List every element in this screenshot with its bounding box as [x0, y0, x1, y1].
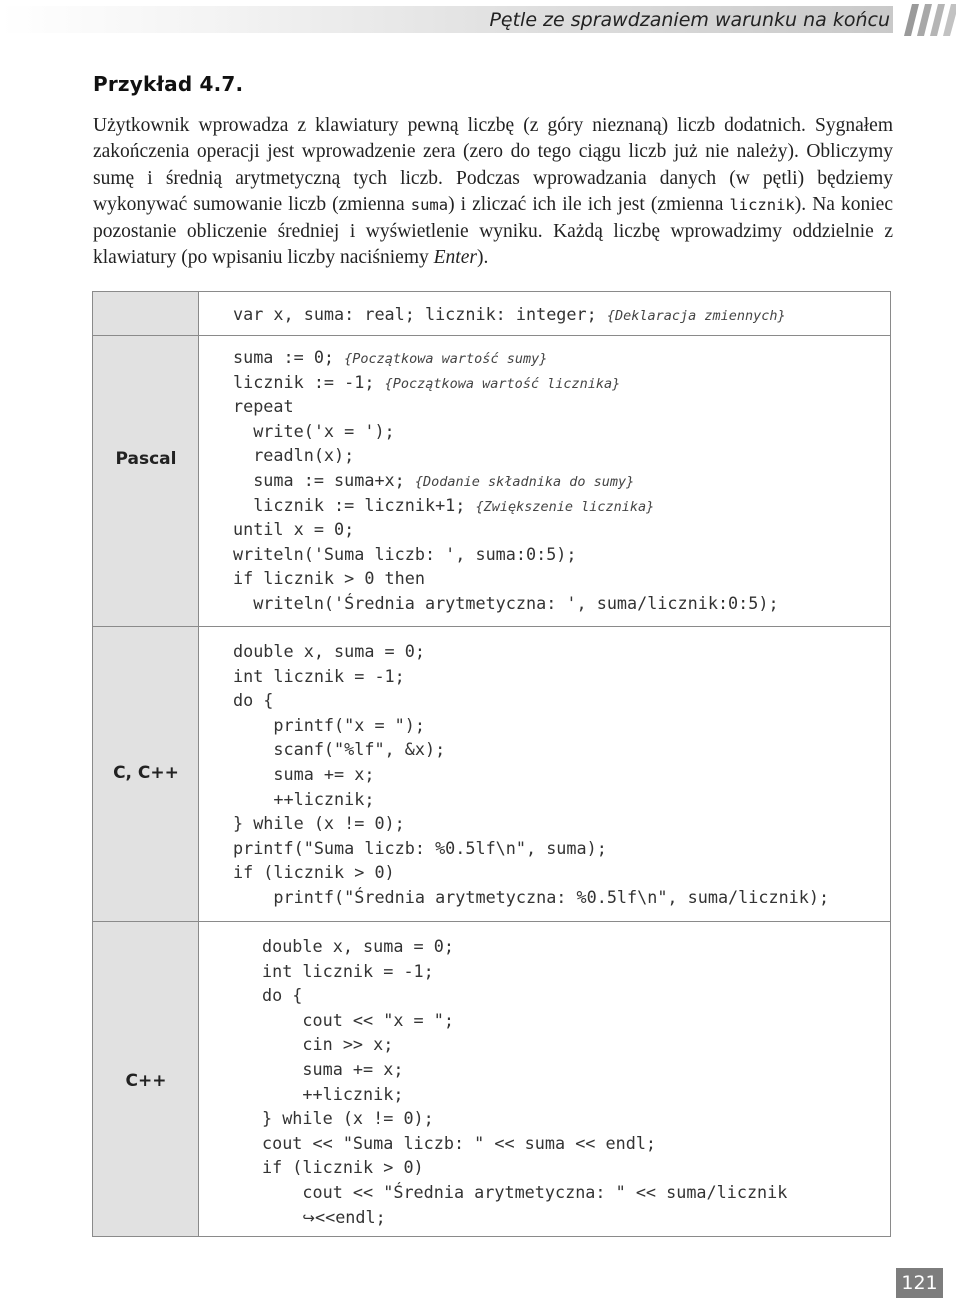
code-text: repeat — [233, 396, 294, 417]
code-line — [233, 664, 829, 689]
code-line — [233, 517, 779, 542]
header-stripes-decoration — [904, 4, 956, 36]
code-line — [233, 493, 779, 518]
code-line — [233, 860, 829, 885]
section-title: Pętle ze sprawdzaniem warunku na końcu — [489, 9, 890, 31]
code-text: if licznik > 0 then — [233, 568, 425, 589]
code-line — [262, 959, 787, 984]
code-block-cpp — [262, 934, 787, 1229]
code-text: readln(x); — [233, 445, 355, 466]
language-label-pascal: Pascal — [115, 449, 177, 469]
code-text: writeln('Średnia arytmetyczna: ', suma/licznik:0:5); — [233, 592, 779, 613]
code-line — [233, 394, 779, 419]
code-block-c-cpp — [233, 639, 829, 910]
code-text: if (licznik > 0) — [262, 1157, 424, 1178]
code-text: } while (x != 0); — [262, 1108, 434, 1129]
intro-text: ) i zliczać ich ile ich jest (zmienna — [448, 194, 730, 216]
row-separator — [93, 626, 890, 627]
code-text: suma += x; — [233, 763, 375, 784]
code-text: cout << "Średnia arytmetyczna: " << suma/licznik — [262, 1181, 788, 1202]
code-line — [262, 1106, 787, 1131]
code-line — [233, 836, 829, 861]
code-text: printf("Średnia arytmetyczna: %0.5lf\n", suma/licznik); — [233, 886, 830, 907]
code-text: } while (x != 0); — [233, 813, 405, 834]
row-separator — [93, 921, 890, 922]
code-text: licznik := licznik+1; — [233, 494, 476, 515]
code-text: if (licznik > 0) — [233, 862, 395, 883]
emphasis-text: Enter — [433, 247, 477, 269]
code-line — [262, 934, 787, 959]
code-text: ++licznik; — [233, 788, 375, 809]
code-text: double x, suma = 0; — [233, 641, 425, 661]
code-text: cin >> x; — [262, 1034, 394, 1055]
code-line — [233, 591, 779, 616]
code-text: printf("x = "); — [233, 714, 425, 735]
code-comment: {Początkowa wartość sumy} — [344, 351, 548, 367]
code-line — [233, 566, 779, 591]
code-text: double x, suma = 0; — [262, 936, 454, 956]
code-text: write('x = '); — [233, 420, 395, 441]
code-line — [262, 1008, 787, 1033]
code-text: <<endl; — [315, 1206, 386, 1227]
code-line — [233, 639, 829, 664]
intro-paragraph — [93, 113, 893, 271]
declaration-line — [233, 302, 786, 329]
code-line — [233, 811, 829, 836]
code-text: writeln('Suma liczb: ', suma:0:5); — [233, 543, 577, 564]
page-number: 121 — [896, 1268, 943, 1298]
code-comment: {Dodanie składnika do sumy} — [414, 473, 635, 490]
code-line — [233, 443, 779, 468]
code-comment: {Deklaracja zmiennych} — [606, 308, 786, 324]
code-line — [233, 713, 829, 738]
code-table — [92, 291, 891, 1237]
code-line — [233, 419, 779, 444]
code-text: licznik := -1; — [233, 371, 385, 392]
intro-text: ). Na koniec pozostanie obliczenie średniej i wyświetlenie wyniku. Każdą liczbę wprowadzimy oddzielnie z klawiatury (po wpisaniu liczby naciśniemy — [93, 194, 893, 269]
code-line — [233, 468, 779, 493]
code-block-pascal — [233, 345, 779, 616]
code-line — [233, 542, 779, 567]
example-heading: Przykład 4.7. — [93, 72, 244, 96]
code-line — [262, 1057, 787, 1082]
code-comment: {Zwiększenie licznika} — [475, 498, 655, 515]
row-separator — [93, 335, 890, 336]
code-indent — [262, 1207, 302, 1227]
code-line — [233, 345, 779, 370]
code-text: suma := suma+x; — [233, 469, 415, 490]
code-line — [233, 688, 829, 713]
code-line — [233, 737, 829, 762]
code-line — [233, 787, 829, 812]
code-text: do { — [262, 985, 303, 1006]
code-line — [262, 1180, 787, 1205]
code-text: scanf("%lf", &x); — [233, 739, 446, 760]
code-text: until x = 0; — [233, 519, 355, 540]
code-line — [233, 762, 829, 787]
code-line — [262, 1032, 787, 1057]
code-text: int licznik = -1; — [262, 960, 434, 981]
code-line — [262, 983, 787, 1008]
code-comment: {Początkowa wartość licznika} — [384, 375, 621, 392]
intro-text: ). — [476, 247, 489, 269]
code-line — [262, 1155, 787, 1180]
code-text: int licznik = -1; — [233, 665, 405, 686]
code-line — [233, 370, 779, 395]
code-line — [262, 1131, 787, 1156]
code-text: printf("Suma liczb: %0.5lf\n", suma); — [233, 837, 607, 858]
code-text: suma += x; — [262, 1058, 404, 1079]
language-label-c-cpp: C, C++ — [113, 763, 179, 783]
code-line — [262, 1205, 787, 1230]
code-text: suma := 0; — [233, 347, 345, 367]
code-line — [233, 885, 829, 910]
code-text: cout << "x = "; — [262, 1009, 454, 1030]
code-line — [262, 1082, 787, 1107]
inline-code: licznik — [729, 196, 795, 215]
inline-code: suma — [410, 196, 449, 215]
language-label-cpp: C++ — [125, 1071, 167, 1091]
code-text: do { — [233, 690, 274, 711]
code-text: var x, suma: real; licznik: integer; — [233, 304, 607, 324]
code-text: cout << "Suma liczb: " << suma << endl; — [262, 1132, 657, 1153]
line-continuation-icon: ↪ — [302, 1208, 315, 1227]
intro-text: Użytkownik wprowadza z klawiatury pewną liczbę (z góry nieznaną) liczb dodatnich. Sygnałem zakończenia operacji jest wprowadzenie zera (zero do tego ciągu liczb już nie należy). Obliczymy sumę i średnią arytmetyczną tych liczb. Podczas wprowadzania danych (w pętli) będziemy wykonywać sumowanie liczb (zmienna — [93, 115, 893, 216]
code-text: ++licznik; — [262, 1083, 404, 1104]
